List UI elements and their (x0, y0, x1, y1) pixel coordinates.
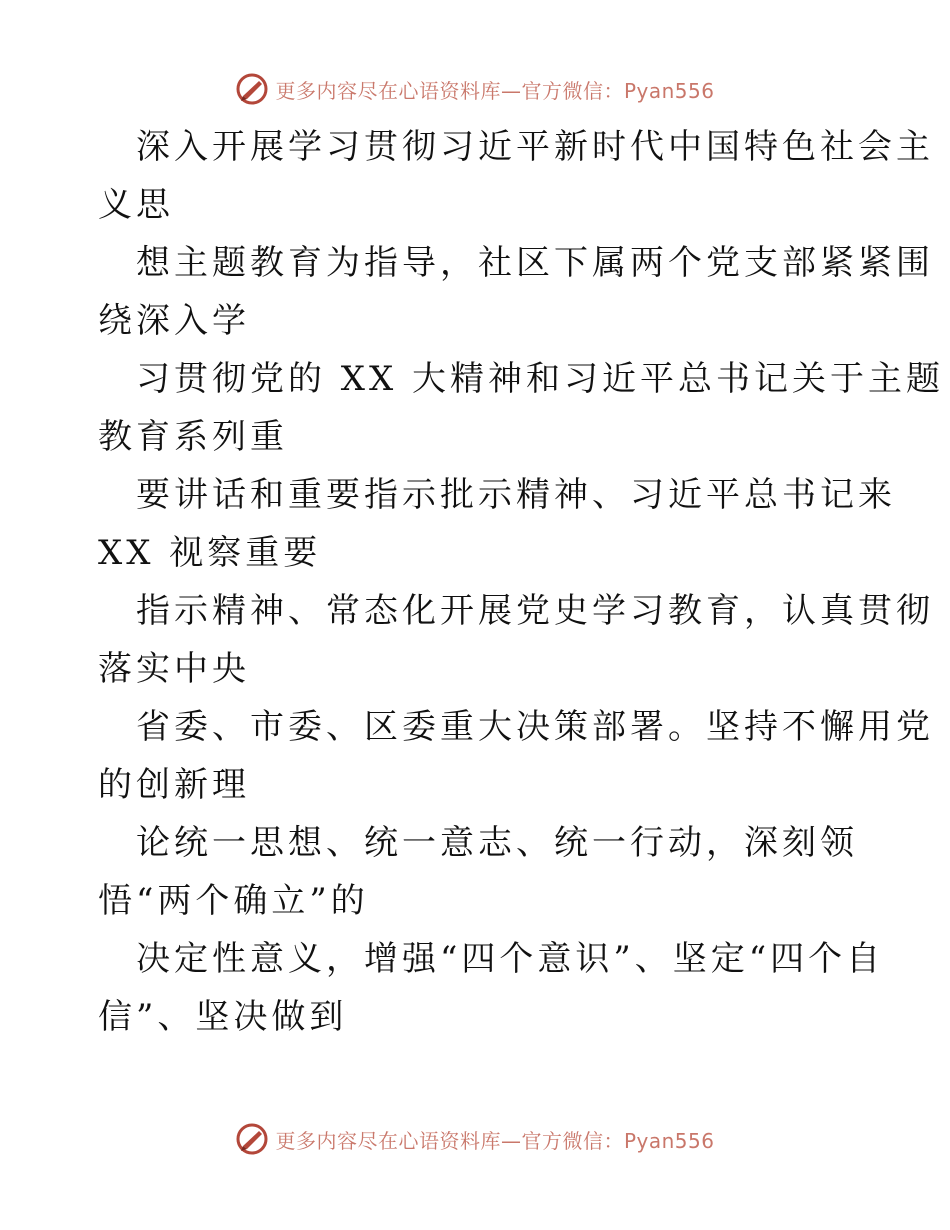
paragraph-line: 论统一思想、统一意志、统一行动，深刻领 (136, 823, 858, 863)
watermark-text: 更多内容尽在心语资料库—官方微信：Pyan556 (275, 78, 715, 103)
paragraph-line: 义思 (98, 185, 174, 225)
paragraph-line: 绕深入学 (98, 301, 250, 341)
paragraph-line: 想主题教育为指导，社区下属两个党支部紧紧围 (136, 243, 934, 283)
paragraph-line: 信”、坚决做到 (98, 997, 348, 1037)
paragraph-line: 决定性意义，增强“四个意识”、坚定“四个自 (136, 939, 885, 979)
paragraph-line: 的创新理 (98, 765, 250, 805)
paragraph-line: 指示精神、常态化开展党史学习教育，认真贯彻 (136, 591, 934, 631)
header-watermark (0, 72, 950, 106)
paragraph-line: 教育系列重 (98, 417, 288, 457)
paragraph-line: 深入开展学习贯彻习近平新时代中国特色社会主 (136, 127, 934, 167)
paragraph-line: 省委、市委、区委重大决策部署。坚持不懈用党 (136, 707, 934, 747)
watermark-text: 更多内容尽在心语资料库—官方微信：Pyan556 (275, 1128, 715, 1153)
footer-watermark (0, 1122, 950, 1156)
document-body (98, 118, 945, 1046)
pen-logo-icon (235, 1122, 269, 1156)
paragraph-line: 要讲话和重要指示批示精神、习近平总书记来 (136, 475, 896, 515)
paragraph-line: 习贯彻党的 XX 大精神和习近平总书记关于主题 (136, 359, 945, 399)
paragraph-line: XX 视察重要 (98, 533, 322, 573)
pen-logo-icon (235, 72, 269, 106)
paragraph-line: 悟“两个确立”的 (98, 881, 369, 921)
paragraph-line: 落实中央 (98, 649, 250, 689)
